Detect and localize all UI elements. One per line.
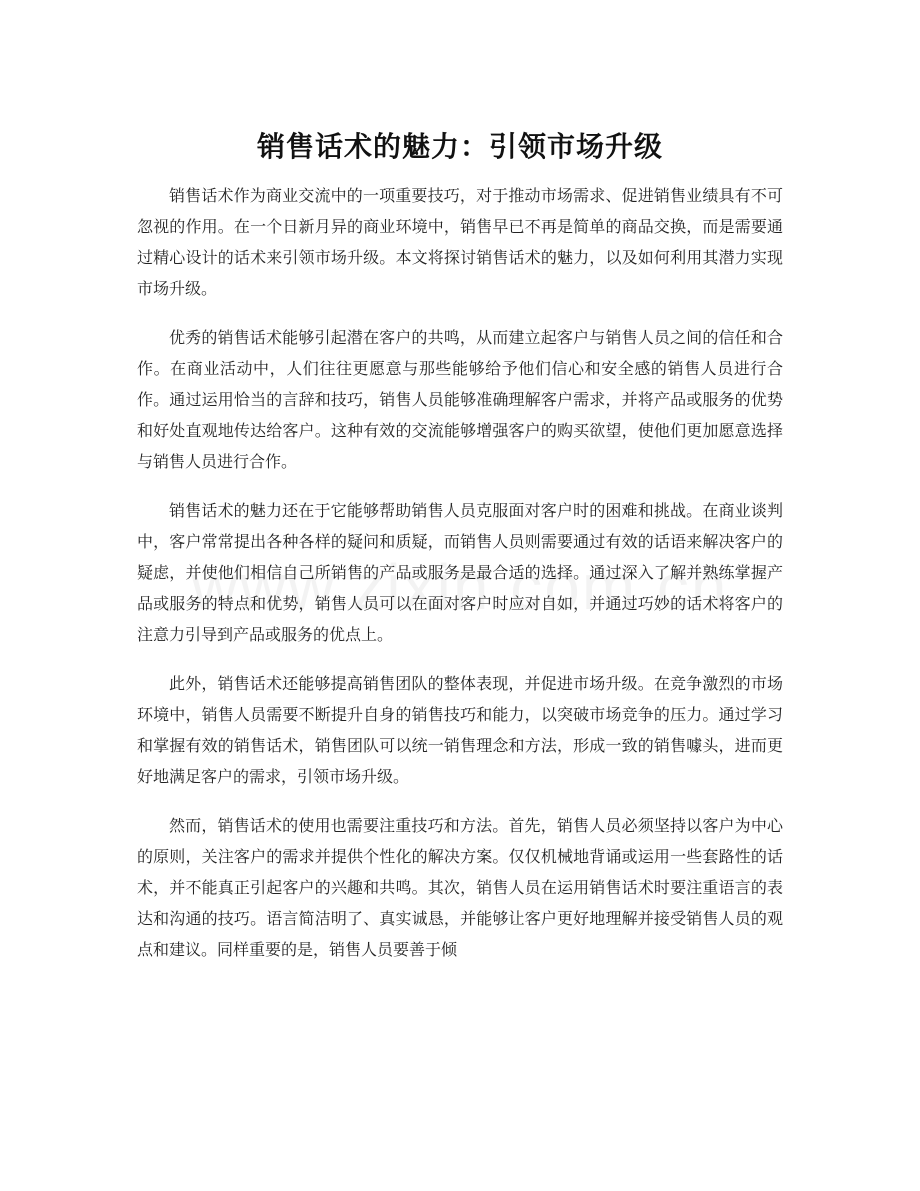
document-body (137, 180, 783, 983)
paragraph: 销售话术作为商业交流中的一项重要技巧，对于推动市场需求、促进销售业绩具有不可忽视的作用。在一个日新月异的商业环境中，销售早已不再是简单的商品交换，而是需要通过精心设计的话术来引领市场升级。本文将探讨销售话术的魅力，以及如何利用其潜力实现市场升级。 (137, 186, 783, 298)
paragraph: 销售话术的魅力还在于它能够帮助销售人员克服面对客户时的困难和挑战。在商业谈判中，客户常常提出各种各样的疑问和质疑，而销售人员则需要通过有效的话语来解决客户的疑虑，并使他们相信自己所销售的产品或服务是最合适的选择。通过深入了解并熟练掌握产品或服务的特点和优势，销售人员可以在面对客户时应对自如，并通过巧妙的话术将客户的注意力引导到产品或服务的优点上。 (137, 501, 783, 644)
paragraph: 然而，销售话术的使用也需要注重技巧和方法。首先，销售人员必须坚持以客户为中心的原则，关注客户的需求并提供个性化的解决方案。仅仅机械地背诵或运用一些套路性的话术，并不能真正引起客户的兴趣和共鸣。其次，销售人员在运用销售话术时要注重语言的表达和沟通的技巧。语言简洁明了、真实诚恳，并能够让客户更好地理解并接受销售人员的观点和建议。同样重要的是，销售人员要善于倾 (137, 816, 783, 959)
paragraph: 此外，销售话术还能够提高销售团队的整体表现，并促进市场升级。在竞争激烈的市场环境中，销售人员需要不断提升自身的销售技巧和能力，以突破市场竞争的压力。通过学习和掌握有效的销售话术，销售团队可以统一销售理念和方法，形成一致的销售噱头，进而更好地满足客户的需求，引领市场升级。 (137, 674, 783, 786)
document-title: 销售话术的魅力：引领市场升级 (256, 129, 663, 163)
paragraph: 优秀的销售话术能够引起潜在客户的共鸣，从而建立起客户与销售人员之间的信任和合作。在商业活动中，人们往往更愿意与那些能够给予他们信心和安全感的销售人员进行合作。通过运用恰当的言辞和技巧，销售人员能够准确理解客户需求，并将产品或服务的优势和好处直观地传达给客户。这种有效的交流能够增强客户的购买欲望，使他们更加愿意选择与销售人员进行合作。 (137, 328, 783, 471)
